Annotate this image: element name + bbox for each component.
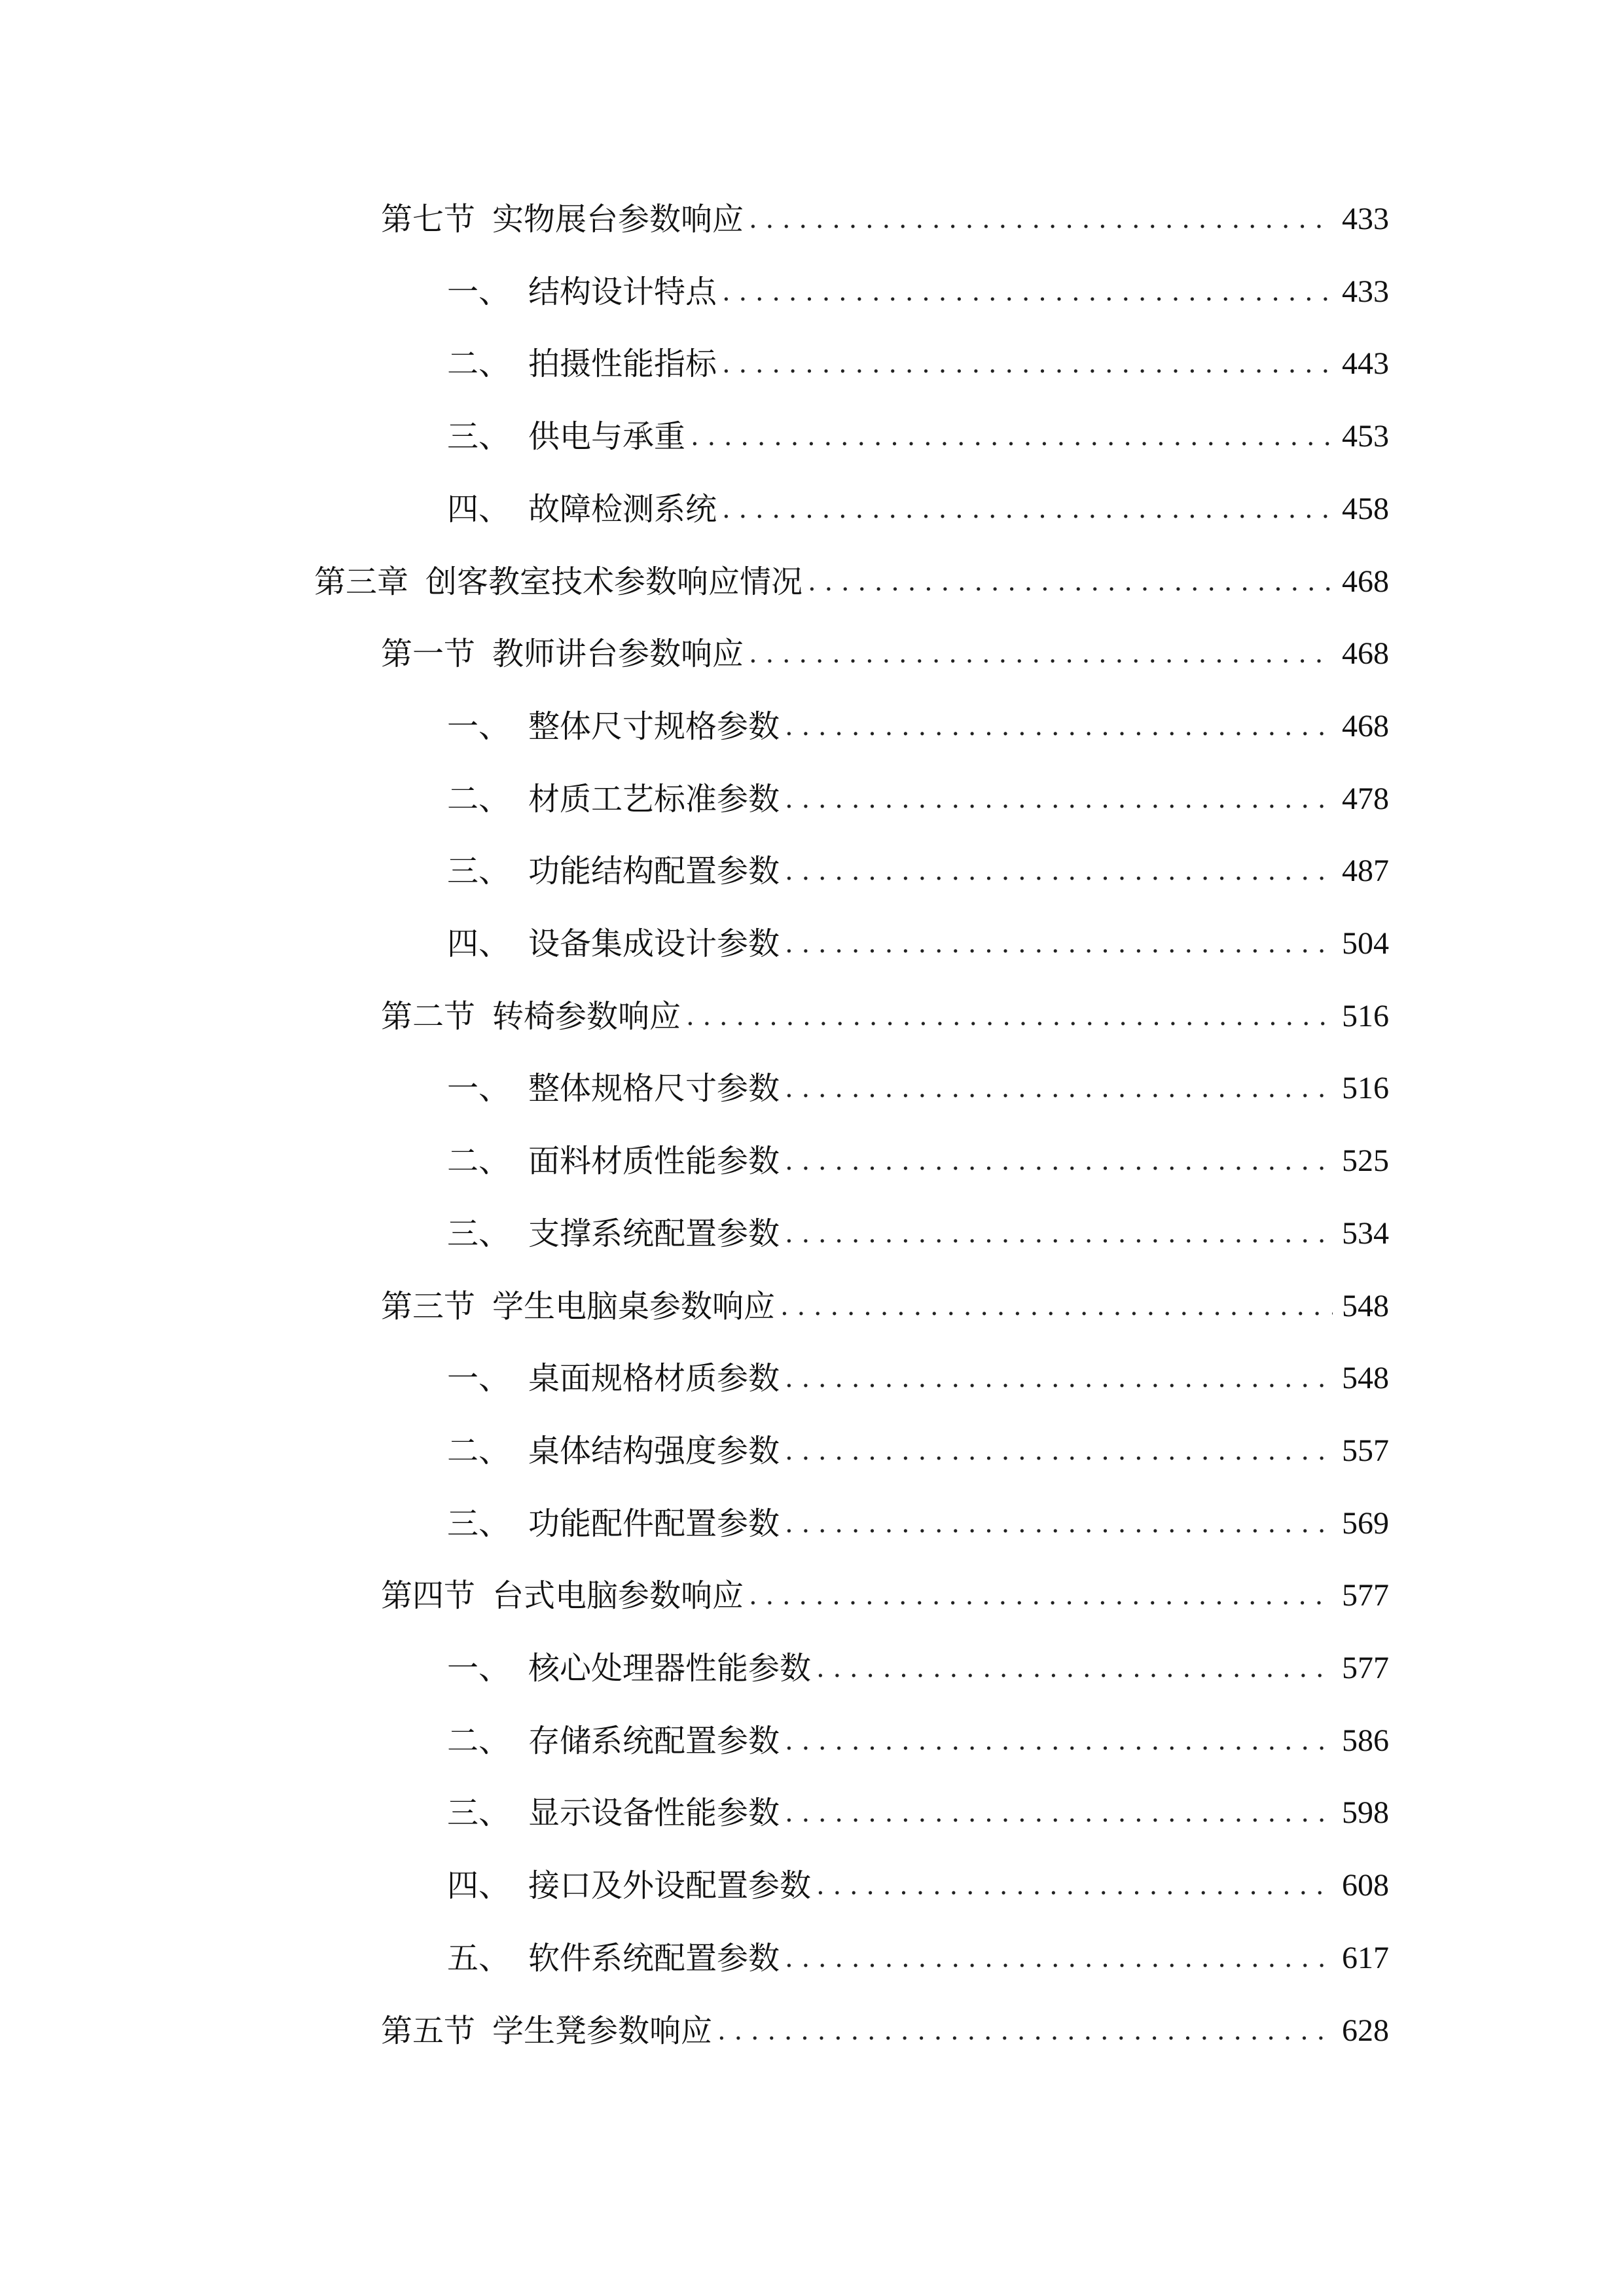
toc-entry-title: 学生凳参数响应 xyxy=(492,2012,713,2049)
toc-entry-title: 核心处理器性能参数 xyxy=(528,1650,812,1687)
toc-entry[interactable] xyxy=(0,1935,1389,1981)
toc-entry-page: 598 xyxy=(1342,1795,1389,1831)
dot-leader xyxy=(722,486,1333,532)
toc-entry-page: 468 xyxy=(1342,636,1389,672)
dot-leader xyxy=(717,2008,1333,2054)
dot-leader xyxy=(785,1355,1333,1401)
toc-entry-number: 四、 xyxy=(447,490,511,528)
toc-entry-number: 二、 xyxy=(447,1722,511,1759)
toc-entry-number: 四、 xyxy=(447,1867,511,1905)
toc-entry-page: 443 xyxy=(1342,346,1389,382)
toc-entry-title: 桌面规格材质参数 xyxy=(528,1360,780,1397)
dot-leader xyxy=(785,1428,1333,1474)
toc-entry-number: 二、 xyxy=(447,1143,511,1180)
toc-entry-number: 二、 xyxy=(447,346,511,383)
toc-entry-title: 功能配件配置参数 xyxy=(528,1505,780,1542)
toc-entry-number: 第七节 xyxy=(381,201,476,238)
dot-leader xyxy=(722,269,1333,315)
toc-entry-number: 一、 xyxy=(447,708,511,745)
toc-entry-page: 458 xyxy=(1342,491,1389,526)
toc-entry-page: 468 xyxy=(1342,564,1389,599)
toc-entry-page: 557 xyxy=(1342,1433,1389,1468)
toc-entry[interactable] xyxy=(0,776,1389,822)
toc-entry[interactable] xyxy=(0,848,1389,894)
toc-entry-page: 617 xyxy=(1342,1940,1389,1975)
toc-entry-number: 一、 xyxy=(447,273,511,310)
toc-entry-title: 整体尺寸规格参数 xyxy=(528,708,780,745)
toc-entry[interactable] xyxy=(0,631,1389,677)
toc-entry-number: 第一节 xyxy=(381,636,476,673)
toc-entry-title: 转椅参数响应 xyxy=(492,997,681,1035)
toc-entry-page: 487 xyxy=(1342,853,1389,889)
toc-entry-page: 577 xyxy=(1342,1651,1389,1685)
toc-entry-title: 供电与承重 xyxy=(528,418,686,456)
toc-entry-number: 五、 xyxy=(447,1939,511,1977)
toc-entry-number: 第三节 xyxy=(381,1287,476,1325)
toc-entry[interactable] xyxy=(0,1355,1389,1401)
toc-entry-number: 第四节 xyxy=(381,1577,476,1615)
toc-entry-page: 468 xyxy=(1342,708,1389,744)
dot-leader xyxy=(785,1935,1333,1981)
toc-entry[interactable] xyxy=(0,1863,1389,1909)
dot-leader xyxy=(780,1283,1333,1329)
toc-entry-title: 故障检测系统 xyxy=(528,490,717,528)
toc-entry[interactable] xyxy=(0,559,1389,605)
toc-entry-number: 第五节 xyxy=(381,2012,476,2049)
toc-entry-title: 设备集成设计参数 xyxy=(528,925,780,962)
toc-entry-number: 三、 xyxy=(447,853,511,890)
toc-entry-title: 实物展台参数响应 xyxy=(492,201,744,238)
toc-entry-number: 三、 xyxy=(447,1505,511,1542)
toc-entry-page: 433 xyxy=(1342,202,1389,236)
toc-entry[interactable] xyxy=(0,1211,1389,1257)
toc-entry[interactable] xyxy=(0,486,1389,532)
dot-leader xyxy=(785,776,1333,822)
toc-entry-title: 材质工艺标准参数 xyxy=(528,780,780,817)
toc-entry-number: 一、 xyxy=(447,1360,511,1397)
dot-leader xyxy=(785,1790,1333,1836)
toc-entry-page: 569 xyxy=(1342,1505,1389,1541)
toc-entry-title: 台式电脑参数响应 xyxy=(492,1577,744,1615)
toc-entry-title: 整体规格尺寸参数 xyxy=(528,1070,780,1107)
toc-entry-title: 软件系统配置参数 xyxy=(528,1939,780,1977)
toc-entry-number: 二、 xyxy=(447,1432,511,1469)
toc-entry[interactable] xyxy=(0,1283,1389,1329)
toc-entry-page: 516 xyxy=(1342,1071,1389,1106)
dot-leader xyxy=(785,1718,1333,1764)
dot-leader xyxy=(785,1138,1333,1184)
dot-leader xyxy=(785,1211,1333,1257)
toc-entry-page: 525 xyxy=(1342,1143,1389,1179)
dot-leader xyxy=(749,196,1333,242)
toc-entry-number: 一、 xyxy=(447,1650,511,1687)
toc-entry-number: 四、 xyxy=(447,925,511,962)
toc-entry-page: 478 xyxy=(1342,781,1389,816)
dot-leader xyxy=(816,1645,1333,1691)
dot-leader xyxy=(785,921,1333,967)
toc-entry[interactable] xyxy=(0,1718,1389,1764)
toc-entry-title: 存储系统配置参数 xyxy=(528,1722,780,1759)
toc-entry-title: 学生电脑桌参数响应 xyxy=(492,1287,776,1325)
toc-entry-title: 拍摄性能指标 xyxy=(528,346,717,383)
toc-entry[interactable] xyxy=(0,269,1389,315)
toc-entry[interactable] xyxy=(0,1645,1389,1691)
toc-entry-title: 接口及外设配置参数 xyxy=(528,1867,812,1905)
toc-entry-title: 创客教室技术参数响应情况 xyxy=(425,563,803,600)
dot-leader xyxy=(722,341,1333,387)
toc-entry[interactable] xyxy=(0,1573,1389,1619)
toc-entry-page: 548 xyxy=(1342,1288,1389,1323)
toc-entry-page: 628 xyxy=(1342,2013,1389,2048)
dot-leader xyxy=(816,1863,1333,1909)
toc-entry[interactable] xyxy=(0,1501,1389,1547)
toc-entry-title: 结构设计特点 xyxy=(528,273,717,310)
dot-leader xyxy=(785,704,1333,749)
toc-entry-page: 453 xyxy=(1342,419,1389,454)
toc-entry-number: 第二节 xyxy=(381,997,476,1035)
toc-entry[interactable] xyxy=(0,1790,1389,1836)
toc-entry-page: 608 xyxy=(1342,1868,1389,1903)
dot-leader xyxy=(785,848,1333,894)
toc-entry[interactable] xyxy=(0,921,1389,967)
toc-entry[interactable] xyxy=(0,1428,1389,1474)
toc-entry-number: 二、 xyxy=(447,780,511,817)
toc-entry-title: 显示设备性能参数 xyxy=(528,1795,780,1832)
dot-leader xyxy=(785,1501,1333,1547)
toc-entry-page: 548 xyxy=(1342,1361,1389,1396)
dot-leader xyxy=(749,631,1333,677)
toc-entry[interactable] xyxy=(0,1066,1389,1111)
toc-entry-page: 534 xyxy=(1342,1215,1389,1251)
toc-entry[interactable] xyxy=(0,994,1389,1039)
toc-entry[interactable] xyxy=(0,1138,1389,1184)
toc-entry[interactable] xyxy=(0,341,1389,387)
toc-entry-title: 功能结构配置参数 xyxy=(528,853,780,890)
toc-entry-number: 三、 xyxy=(447,1795,511,1832)
toc-entry[interactable] xyxy=(0,704,1389,749)
toc-entry-title: 面料材质性能参数 xyxy=(528,1143,780,1180)
dot-leader xyxy=(785,1066,1333,1111)
toc-entry-title: 教师讲台参数响应 xyxy=(492,636,744,673)
toc-entry-number: 第三章 xyxy=(314,563,409,600)
toc-entry-page: 504 xyxy=(1342,926,1389,961)
dot-leader xyxy=(749,1573,1333,1619)
dot-leader xyxy=(691,414,1333,459)
toc-entry-number: 三、 xyxy=(447,418,511,456)
toc-entry-page: 586 xyxy=(1342,1723,1389,1758)
toc-entry[interactable] xyxy=(0,196,1389,242)
toc-entry-number: 三、 xyxy=(447,1215,511,1252)
toc-entry-page: 433 xyxy=(1342,274,1389,309)
toc-entry[interactable] xyxy=(0,414,1389,459)
toc-entry-number: 一、 xyxy=(447,1070,511,1107)
toc-entry[interactable] xyxy=(0,2008,1389,2054)
dot-leader xyxy=(686,994,1333,1039)
toc-entry-title: 桌体结构强度参数 xyxy=(528,1432,780,1469)
toc-entry-title: 支撑系统配置参数 xyxy=(528,1215,780,1252)
toc-entry-page: 516 xyxy=(1342,998,1389,1033)
dot-leader xyxy=(808,559,1333,605)
toc-entry-page: 577 xyxy=(1342,1578,1389,1613)
